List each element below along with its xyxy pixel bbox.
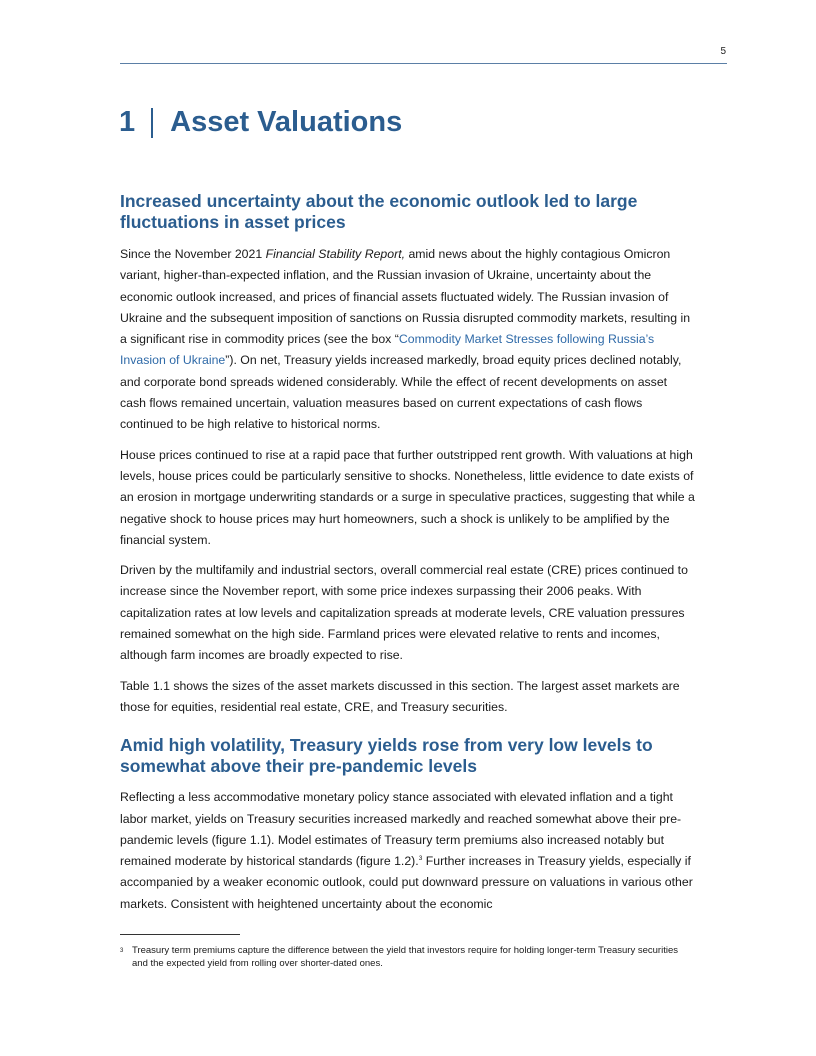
paragraph: House prices continued to rise at a rapid pace that further outstripped rent growth. With valuations at high levels, house prices could be particularly sensitive to shocks. Nonetheless, little evidence to date exists of an erosion in mortgage underwriting standards or a surge in speculative practices, suggesting that while a negative shock to house prices may hurt homeowners, such a shock is unlikely to be amplified by the financial system. <box>120 447 695 547</box>
chapter-title-text: Asset Valuations <box>170 106 403 138</box>
footnote-reference[interactable]: 3 <box>418 855 423 863</box>
footnote-mark: 3 <box>120 948 124 954</box>
footnote-rule <box>120 934 240 935</box>
paragraph <box>120 787 695 915</box>
paragraph <box>120 244 695 436</box>
paragraph: Table 1.1 shows the sizes of the asset markets discussed in this section. The largest asset markets are those for equities, residential real estate, CRE, and Treasury securities. <box>120 678 680 714</box>
paragraph-text: Reflecting a less accommodative monetary policy stance associated with elevated inflation and a tight labor market, yields on Treasury securities increased markedly and reached somewhat above their pre-pandemic levels (figure 1.1). Model estimates of Treasury term premiums also increased notably but remained moderate by historical standards (figure 1.2). <box>120 790 682 869</box>
page-number: 5 <box>720 46 726 57</box>
paragraph: Driven by the multifamily and industrial sectors, overall commercial real estate (CRE) prices continued to increase since the November report, with some price indexes surpassing their 2006 peaks. With capitalization rates at low levels and capitalization spreads at moderate levels, CRE valuation pressures remained somewhat on the high side. Farmland prices were elevated relative to rents and incomes, although farm incomes are broadly expected to rise. <box>120 563 688 663</box>
header-rule <box>120 63 727 64</box>
section-heading: Amid high volatility, Treasury yields rose from very low levels to somewhat above their pre-pandemic levels <box>120 735 653 777</box>
box-reference-link[interactable]: Commodity Market Stresses following Russia’s Invasion of Ukraine <box>120 332 655 368</box>
paragraph-text: Further increases in Treasury yields, especially if accompanied by a weaker economic outlook, could put downward pressure on valuations in various other markets. Consistent with heightened uncertainty about the economic <box>120 854 693 911</box>
footnote <box>120 944 695 970</box>
paragraph-text: amid news about the highly contagious Omicron variant, higher-than-expected inflation, and the Russian invasion of Ukraine, uncertainty about the economic outlook increased, and prices of financial assets fluctuated widely. The Russian invasion of Ukraine and the subsequent imposition of sanctions on Russia disrupted commodity markets, resulting in a significant rise in commodity prices (see the box “ <box>120 247 691 347</box>
section-heading: Increased uncertainty about the economic outlook led to large fluctuations in asset prices <box>120 191 638 232</box>
paragraph-text: Since the November 2021 <box>120 247 266 261</box>
chapter-number: 1 <box>119 106 136 138</box>
main-content <box>120 191 695 924</box>
chapter-divider <box>151 108 153 138</box>
chapter-title <box>119 106 402 139</box>
footnote-text: Treasury term premiums capture the difference between the yield that investors require for holding longer-term Treasury securities and the expected yield from rolling over shorter-dated ones. <box>132 945 678 969</box>
paragraph-text: ”). On net, Treasury yields increased markedly, broad equity prices declined notably, and corporate bond spreads widened considerably. While the effect of recent developments on asset cash flows remained uncertain, valuation measures based on current expectations of cash flows continued to be high relative to historical norms. <box>120 353 682 432</box>
report-title-italic: Financial Stability Report, <box>265 247 406 261</box>
